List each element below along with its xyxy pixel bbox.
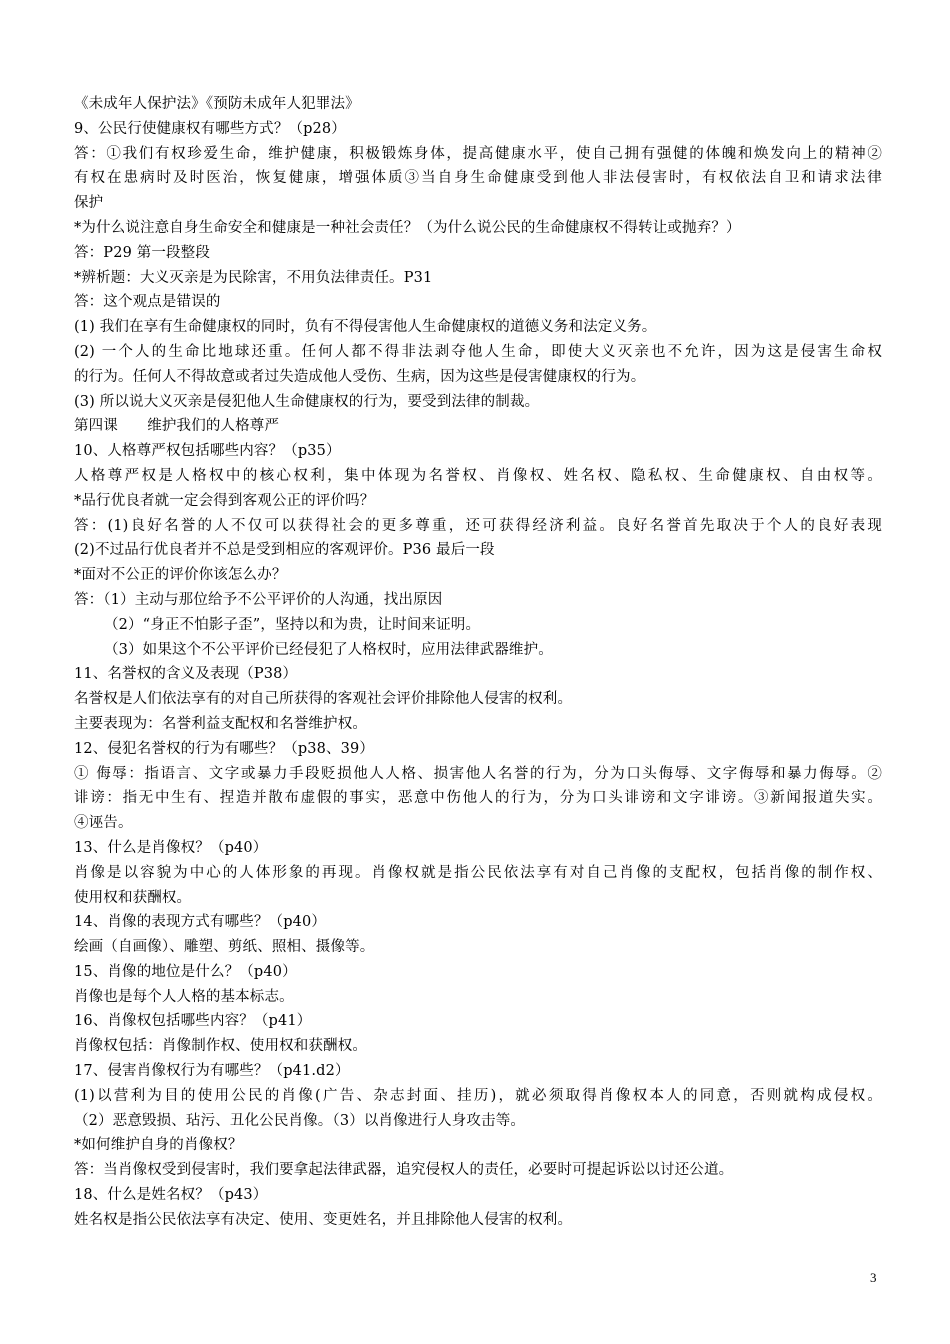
text-line: 答：①我们有权珍爱生命，维护健康，积极锻炼身体，提高健康水平，使自己拥有强健的体魄和焕发向上的精神② <box>74 145 882 162</box>
text-line: 《未成年人保护法》《预防未成年人犯罪法》 <box>74 96 360 112</box>
text-line: 12、侵犯名誉权的行为有哪些？（p38、39） <box>74 740 375 757</box>
text-line: *品行优良者就一定会得到客观公正的评价吗？ <box>74 492 375 509</box>
text-line: *辨析题：大义灭亲是为民除害，不用负法律责任。P31 <box>74 269 433 286</box>
text-line: (2) 一个人的生命比地球还重。任何人都不得非法剥夺他人生命，即使大义灭亲也不允许，因为这是侵害生命权 <box>74 343 882 360</box>
text-line: (1) 我们在享有生命健康权的同时，负有不得侵害他人生命健康权的道德义务和法定义务。 <box>74 319 657 336</box>
text-line: 答：这个观点是错误的 <box>74 294 221 311</box>
text-line: (2)不过品行优良者并不总是受到相应的客观评价。P36 最后一段 <box>74 542 495 559</box>
text-line: *如何维护自身的肖像权？ <box>74 1137 243 1154</box>
text-line: 肖像是以容貌为中心的人体形象的再现。肖像权就是指公民依法享有对自己肖像的支配权，包括肖像的制作权、 <box>74 864 882 881</box>
text-line: 13、什么是肖像权？（p40） <box>74 839 268 856</box>
text-line: 诽谤：指无中生有、捏造并散布虚假的事实，恶意中伤他人的行为，分为口头诽谤和文字诽谤。③新闻报道失实。 <box>74 790 882 807</box>
text-line: 9、公民行使健康权有哪些方式？（p28） <box>74 120 346 137</box>
text-line: （3）如果这个不公平评价已经侵犯了人格权时，应用法律武器维护。 <box>104 641 553 658</box>
text-line: *面对不公正的评价你该怎么办？ <box>74 567 287 584</box>
text-line: ④诬告。 <box>74 815 133 832</box>
text-line: (1)以营利为目的使用公民的肖像(广告、杂志封面、挂历)，就必须取得肖像权本人的同意，否则就构成侵权。 <box>74 1087 882 1104</box>
text-line: 绘画（自画像）、雕塑、剪纸、照相、摄像等。 <box>74 939 375 956</box>
document-body <box>74 92 882 1233</box>
text-line: 保护 <box>74 195 104 212</box>
text-line: 姓名权是指公民依法享有决定、使用、变更姓名，并且排除他人侵害的权利。 <box>74 1211 573 1228</box>
text-line: 第四课 维护我们的人格尊严 <box>74 418 280 435</box>
text-line: ① 侮辱：指语言、文字或暴力手段贬损他人人格、损害他人名誉的行为，分为口头侮辱、文字侮辱和暴力侮辱。② <box>74 765 882 782</box>
text-line: 17、侵害肖像权行为有哪些？（p41.d2） <box>74 1063 350 1080</box>
text-line: 的行为。任何人不得故意或者过失造成他人受伤、生病，因为这些是侵害健康权的行为。 <box>74 368 646 385</box>
text-line: *为什么说注意自身生命安全和健康是一种社会责任？（为什么说公民的生命健康权不得转让或抛弃？） <box>74 219 741 236</box>
text-line: 有权在患病时及时医治，恢复健康，增强体质③当自身生命健康受到他人非法侵害时，有权依法自卫和请求法律 <box>74 170 882 187</box>
text-line: 18、什么是姓名权？（p43） <box>74 1187 268 1204</box>
text-line: （2）恶意毁损、玷污、丑化公民肖像。（3）以肖像进行人身攻击等。 <box>74 1112 525 1129</box>
text-line: 答：当肖像权受到侵害时，我们要拿起法律武器，追究侵权人的责任，必要时可提起诉讼以讨还公道。 <box>74 1162 734 1179</box>
text-line: 答：(1)良好名誉的人不仅可以获得社会的更多尊重，还可获得经济利益。良好名誉首先取决于个人的良好表现 <box>74 517 882 534</box>
text-line: 名誉权是人们依法享有的对自己所获得的客观社会评价排除他人侵害的权利。 <box>74 691 573 708</box>
text-line: 10、人格尊严权包括哪些内容？（p35） <box>74 443 341 460</box>
text-line: （2）“身正不怕影子歪”，坚持以和为贵，让时间来证明。 <box>104 616 481 633</box>
text-line: 肖像也是每个人人格的基本标志。 <box>74 988 294 1005</box>
text-line: 人格尊严权是人格权中的核心权利，集中体现为名誉权、肖像权、姓名权、隐私权、生命健康权、自由权等。 <box>74 467 882 484</box>
text-line: 16、肖像权包括哪些内容？（p41） <box>74 1013 312 1030</box>
text-line: (3) 所以说大义灭亲是侵犯他人生命健康权的行为，要受到法律的制裁。 <box>74 393 540 410</box>
text-line: 11、名誉权的含义及表现（P38） <box>74 666 298 683</box>
page-number: 3 <box>870 1270 877 1285</box>
text-line: 主要表现为：名誉利益支配权和名誉维护权。 <box>74 715 367 732</box>
text-line: 使用权和获酬权。 <box>74 889 192 906</box>
text-line: 答：（1）主动与那位给予不公平评价的人沟通，找出原因 <box>74 591 443 608</box>
text-line: 答：P29 第一段整段 <box>74 244 210 261</box>
text-line: 肖像权包括：肖像制作权、使用权和获酬权。 <box>74 1038 367 1055</box>
text-line: 15、肖像的地位是什么？（p40） <box>74 963 297 980</box>
text-line: 14、肖像的表现方式有哪些？（p40） <box>74 914 327 931</box>
